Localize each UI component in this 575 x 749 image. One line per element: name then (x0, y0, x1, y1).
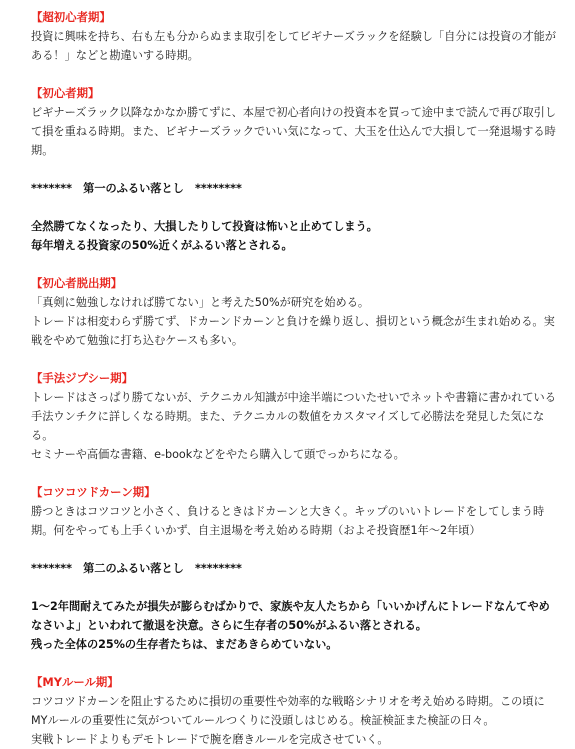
section-label-kotsukotsu-dokan: 【コツコツドカーン期】 (31, 485, 156, 499)
section-label-super-beginner: 【超初心者期】 (31, 10, 111, 24)
bold-line: 毎年増える投資家の50%近くがふるい落とされる。 (31, 239, 293, 252)
paragraph-line: 投資に興味を持ち、右も左も分からぬまま取引をしてビギナーズラックを経験し「自分には投資の才能が (31, 30, 557, 43)
paragraph-line: トレードはさっぱり勝てないが、テクニカル知識が中途半端についたせいでネットや書籍に書かれている (31, 391, 556, 404)
paragraph-line: て損を重ねる時期。また、ビギナーズラックでいい気になって、大玉を仕込んで大損して一発退場する時 (31, 125, 556, 138)
section-label-beginner: 【初心者期】 (31, 86, 100, 100)
paragraph-line: MYルールの重要性に気がついてルールつくりに没頭しはじめる。検証検証また検証の日々。 (31, 714, 495, 727)
paragraph-line: 期。何をやっても上手くいかず、自主退場を考え始める時期（およそ投資歴1年〜2年頃） (31, 524, 481, 537)
paragraph-line: ある！」などと勘違いする時期。 (31, 49, 199, 62)
bold-line: 1〜2年間耐えてみたが損失が膨らむばかりで、家族や友人たちから「いいかげんにトレードなんてやめ (31, 600, 550, 613)
bold-line: なさいよ」といわれて撤退を決意。さらに生存者の50%がふるい落とされる。 (31, 619, 427, 632)
section-label-my-rule: 【MYルール期】 (31, 675, 119, 689)
bold-line: 全然勝てなくなったり、大損したりして投資は怖いと止めてしまう。 (31, 220, 378, 233)
paragraph-line: る。 (31, 429, 54, 442)
paragraph-line: ビギナーズラック以降なかなか勝てずに、本屋で初心者向けの投資本を買って途中まで読んで再び取引し (31, 106, 557, 119)
section-label-beginner-exit: 【初心者脱出期】 (31, 276, 123, 290)
divider-second-screening: ******* 第二のふるい落とし ******** (31, 562, 242, 575)
paragraph-line: トレードは相変わらず勝てず、ドカーンドカーンと負けを繰り返し、損切という概念が生まれ始める。実 (31, 315, 555, 328)
paragraph-line: 「真剣に勉強しなければ勝てない」と考えた50%が研究を始める。 (31, 296, 370, 309)
paragraph-line: 手法ウンチクに詳しくなる時期。また、テクニカルの数値をカスタマイズして必勝法を発見した気にな (31, 410, 545, 423)
bold-line: 残った全体の25%の生存者たちは、まだあきらめていない。 (31, 638, 338, 651)
section-label-method-gypsy: 【手法ジプシー期】 (31, 371, 134, 385)
paragraph-line: セミナーや高価な書籍、e-bookなどをやたら購入して頭でっかちになる。 (31, 448, 405, 461)
divider-first-screening: ******* 第一のふるい落とし ******** (31, 182, 242, 195)
paragraph-line: コツコツドカーンを阻止するために損切の重要性や効率的な戦略シナリオを考え始める時期。この頃に (31, 695, 545, 708)
paragraph-line: 実戦トレードよりもデモトレードで腕を磨きルールを完成させていく。 (31, 733, 389, 746)
paragraph-line: 勝つときはコツコツと小さく、負けるときはドカーンと大きく。キップのいいトレードをしてしまう時 (31, 505, 545, 518)
paragraph-line: 戦をやめて勉強に打ち込むケースも多い。 (31, 334, 244, 347)
paragraph-line: 期。 (31, 144, 54, 157)
